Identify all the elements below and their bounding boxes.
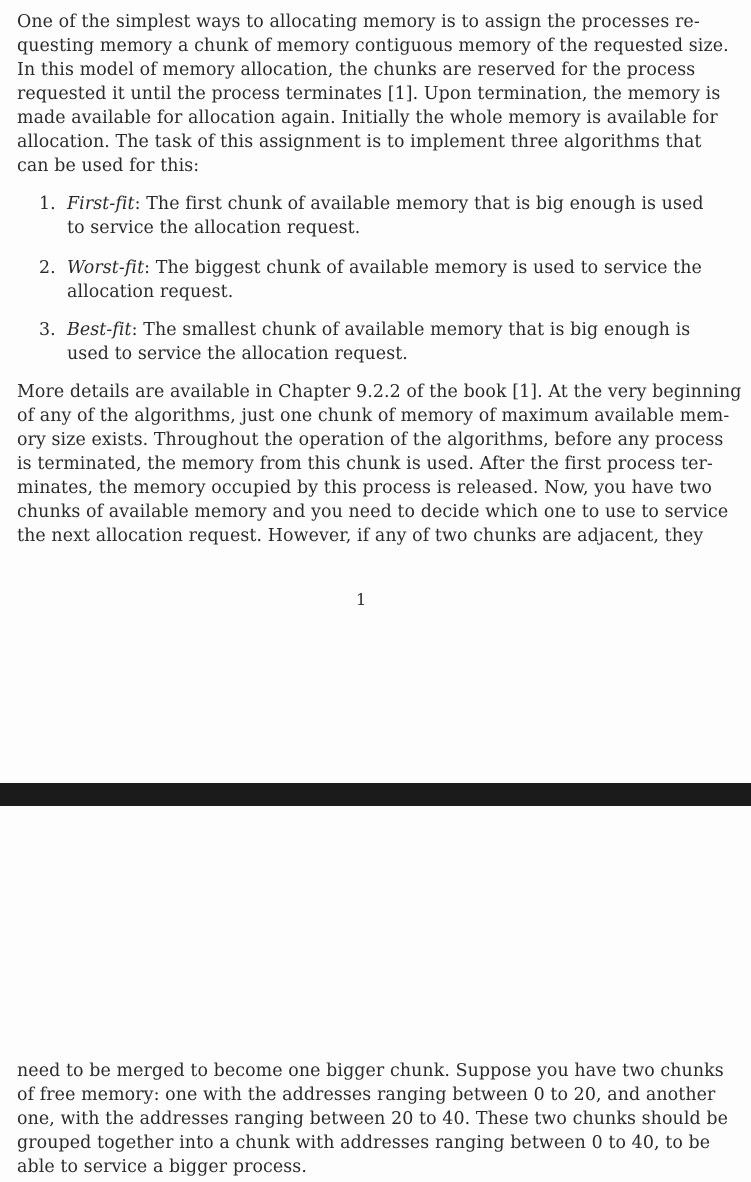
paragraph-line: of free memory: one with the addresses ranging between 0 to 20, and another — [17, 1085, 716, 1105]
details-line: of any of the algorithms, just one chunk of memory of maximum available mem- — [17, 406, 730, 426]
list-item-text: : The first chunk of available memory that is big enough is used — [134, 194, 704, 214]
details-line: More details are available in Chapter 9.2.2 of the book [1]. At the very beginning — [17, 382, 742, 402]
list-item-second-line: allocation request. — [67, 282, 234, 302]
list-item-text: : The biggest chunk of available memory is used to service the — [144, 258, 702, 278]
list-item-number: 3. — [39, 320, 56, 340]
paragraph-line: grouped together into a chunk with addresses ranging between 0 to 40, to be — [17, 1133, 711, 1153]
details-line: the next allocation request. However, if any of two chunks are adjacent, they — [17, 526, 704, 546]
details-line: minates, the memory occupied by this process is released. Now, you have two — [17, 478, 712, 498]
list-item-second-line: to service the allocation request. — [67, 218, 361, 238]
details-line: is terminated, the memory from this chunk is used. After the first process ter- — [17, 454, 713, 474]
list-item-first-line — [67, 256, 707, 280]
list-item-term: Best-fit — [67, 320, 132, 340]
page-number: 1 — [356, 590, 367, 609]
list-item-number: 2. — [39, 258, 56, 278]
intro-line: requested it until the process terminates [1]. Upon termination, the memory is — [17, 84, 721, 104]
intro-line: can be used for this: — [17, 156, 200, 176]
list-item-term: First-fit — [67, 194, 135, 214]
intro-line: One of the simplest ways to allocating memory is to assign the processes re- — [17, 12, 700, 32]
page-separator — [0, 783, 751, 806]
details-line: ory size exists. Throughout the operation of the algorithms, before any process — [17, 430, 724, 450]
document-page-2 — [0, 806, 751, 1182]
list-item-term: Worst-fit — [67, 258, 145, 278]
list-item-text: : The smallest chunk of available memory that is big enough is — [131, 320, 691, 340]
intro-line: questing memory a chunk of memory contiguous memory of the requested size. — [17, 36, 729, 56]
intro-line: In this model of memory allocation, the chunks are reserved for the process — [17, 60, 696, 80]
list-item-first-line — [67, 318, 707, 342]
list-item-first-line — [67, 192, 707, 216]
intro-line: allocation. The task of this assignment is to implement three algorithms that — [17, 132, 702, 152]
list-item-second-line: used to service the allocation request. — [67, 344, 408, 364]
details-line: chunks of available memory and you need to decide which one to use to service — [17, 502, 729, 522]
intro-line: made available for allocation again. Initially the whole memory is available for — [17, 108, 718, 128]
paragraph-line: need to be merged to become one bigger chunk. Suppose you have two chunks — [17, 1061, 724, 1081]
paragraph-line: one, with the addresses ranging between 20 to 40. These two chunks should be — [17, 1109, 728, 1129]
list-item-number: 1. — [39, 194, 56, 214]
paragraph-line: able to service a bigger process. — [17, 1157, 307, 1177]
